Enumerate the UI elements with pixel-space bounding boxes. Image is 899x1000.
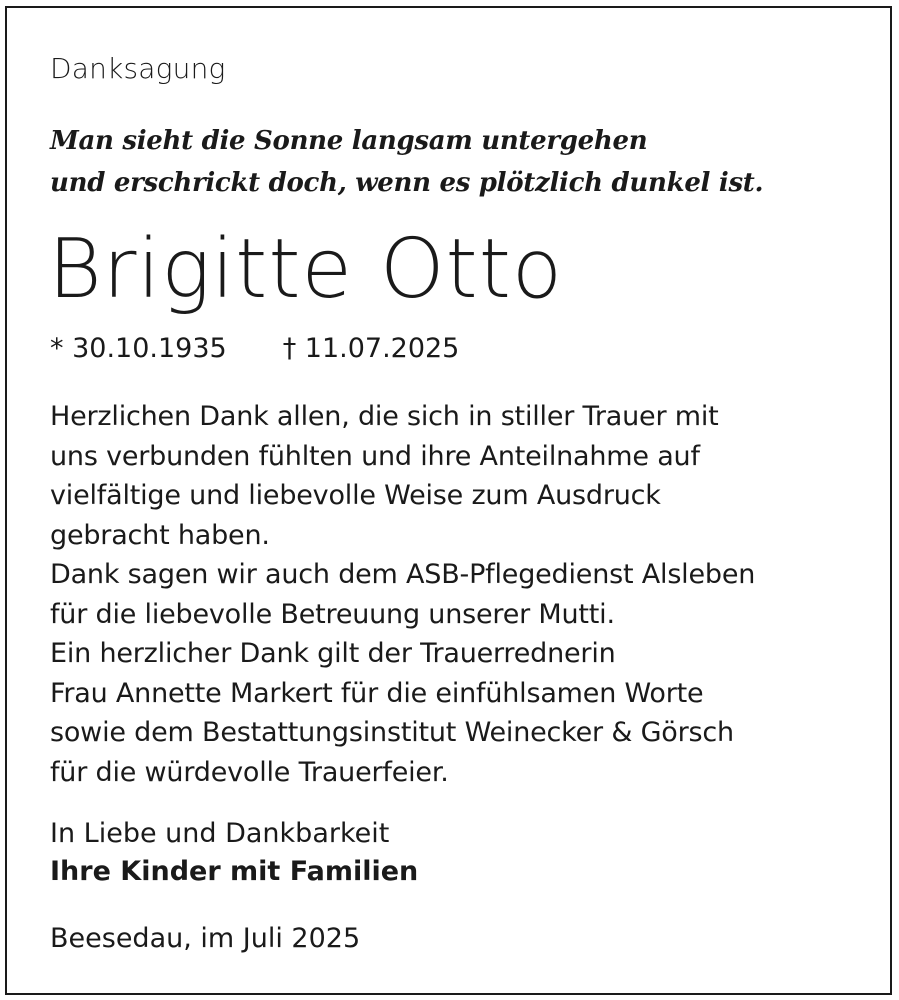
text-line: Herzlichen Dank allen, die sich in stiller Trauer mit: [50, 401, 719, 432]
birth-date: * 30.10.1935: [50, 333, 227, 364]
thank-you-text: [50, 397, 755, 792]
signature-names: Ihre Kinder mit Familien: [50, 856, 419, 887]
text-line: Dank sagen wir auch dem ASB-Pflegedienst Alsleben: [50, 559, 756, 590]
quote-line: Man sieht die Sonne langsam untergehen: [50, 126, 648, 156]
life-dates: [50, 333, 459, 364]
text-line: für die liebevolle Betreuung unserer Mutti.: [50, 598, 615, 630]
text-line: Ein herzlicher Dank gilt der Trauerrednerin: [50, 638, 616, 669]
notice-heading: Danksagung: [50, 52, 226, 85]
quote: [50, 120, 763, 204]
death-date: † 11.07.2025: [282, 333, 460, 364]
text-line: sowie dem Bestattungsinstitut Weinecker & Görsch: [50, 717, 734, 748]
place-and-date: Beesedau, im Juli 2025: [50, 923, 361, 954]
deceased-name: Brigitte Otto: [48, 222, 564, 317]
quote-line: und erschrickt doch, wenn es plötzlich dunkel ist.: [50, 168, 764, 198]
text-line: Frau Annette Markert für die einfühlsamen Worte: [50, 677, 704, 709]
text-line: uns verbunden fühlten und ihre Anteilnahme auf: [50, 440, 700, 472]
text-line: gebracht haben.: [50, 519, 270, 551]
text-line: vielfältige und liebevolle Weise zum Ausdruck: [50, 480, 661, 511]
text-line: für die würdevolle Trauerfeier.: [50, 756, 449, 788]
signature-intro: In Liebe und Dankbarkeit: [50, 818, 390, 849]
